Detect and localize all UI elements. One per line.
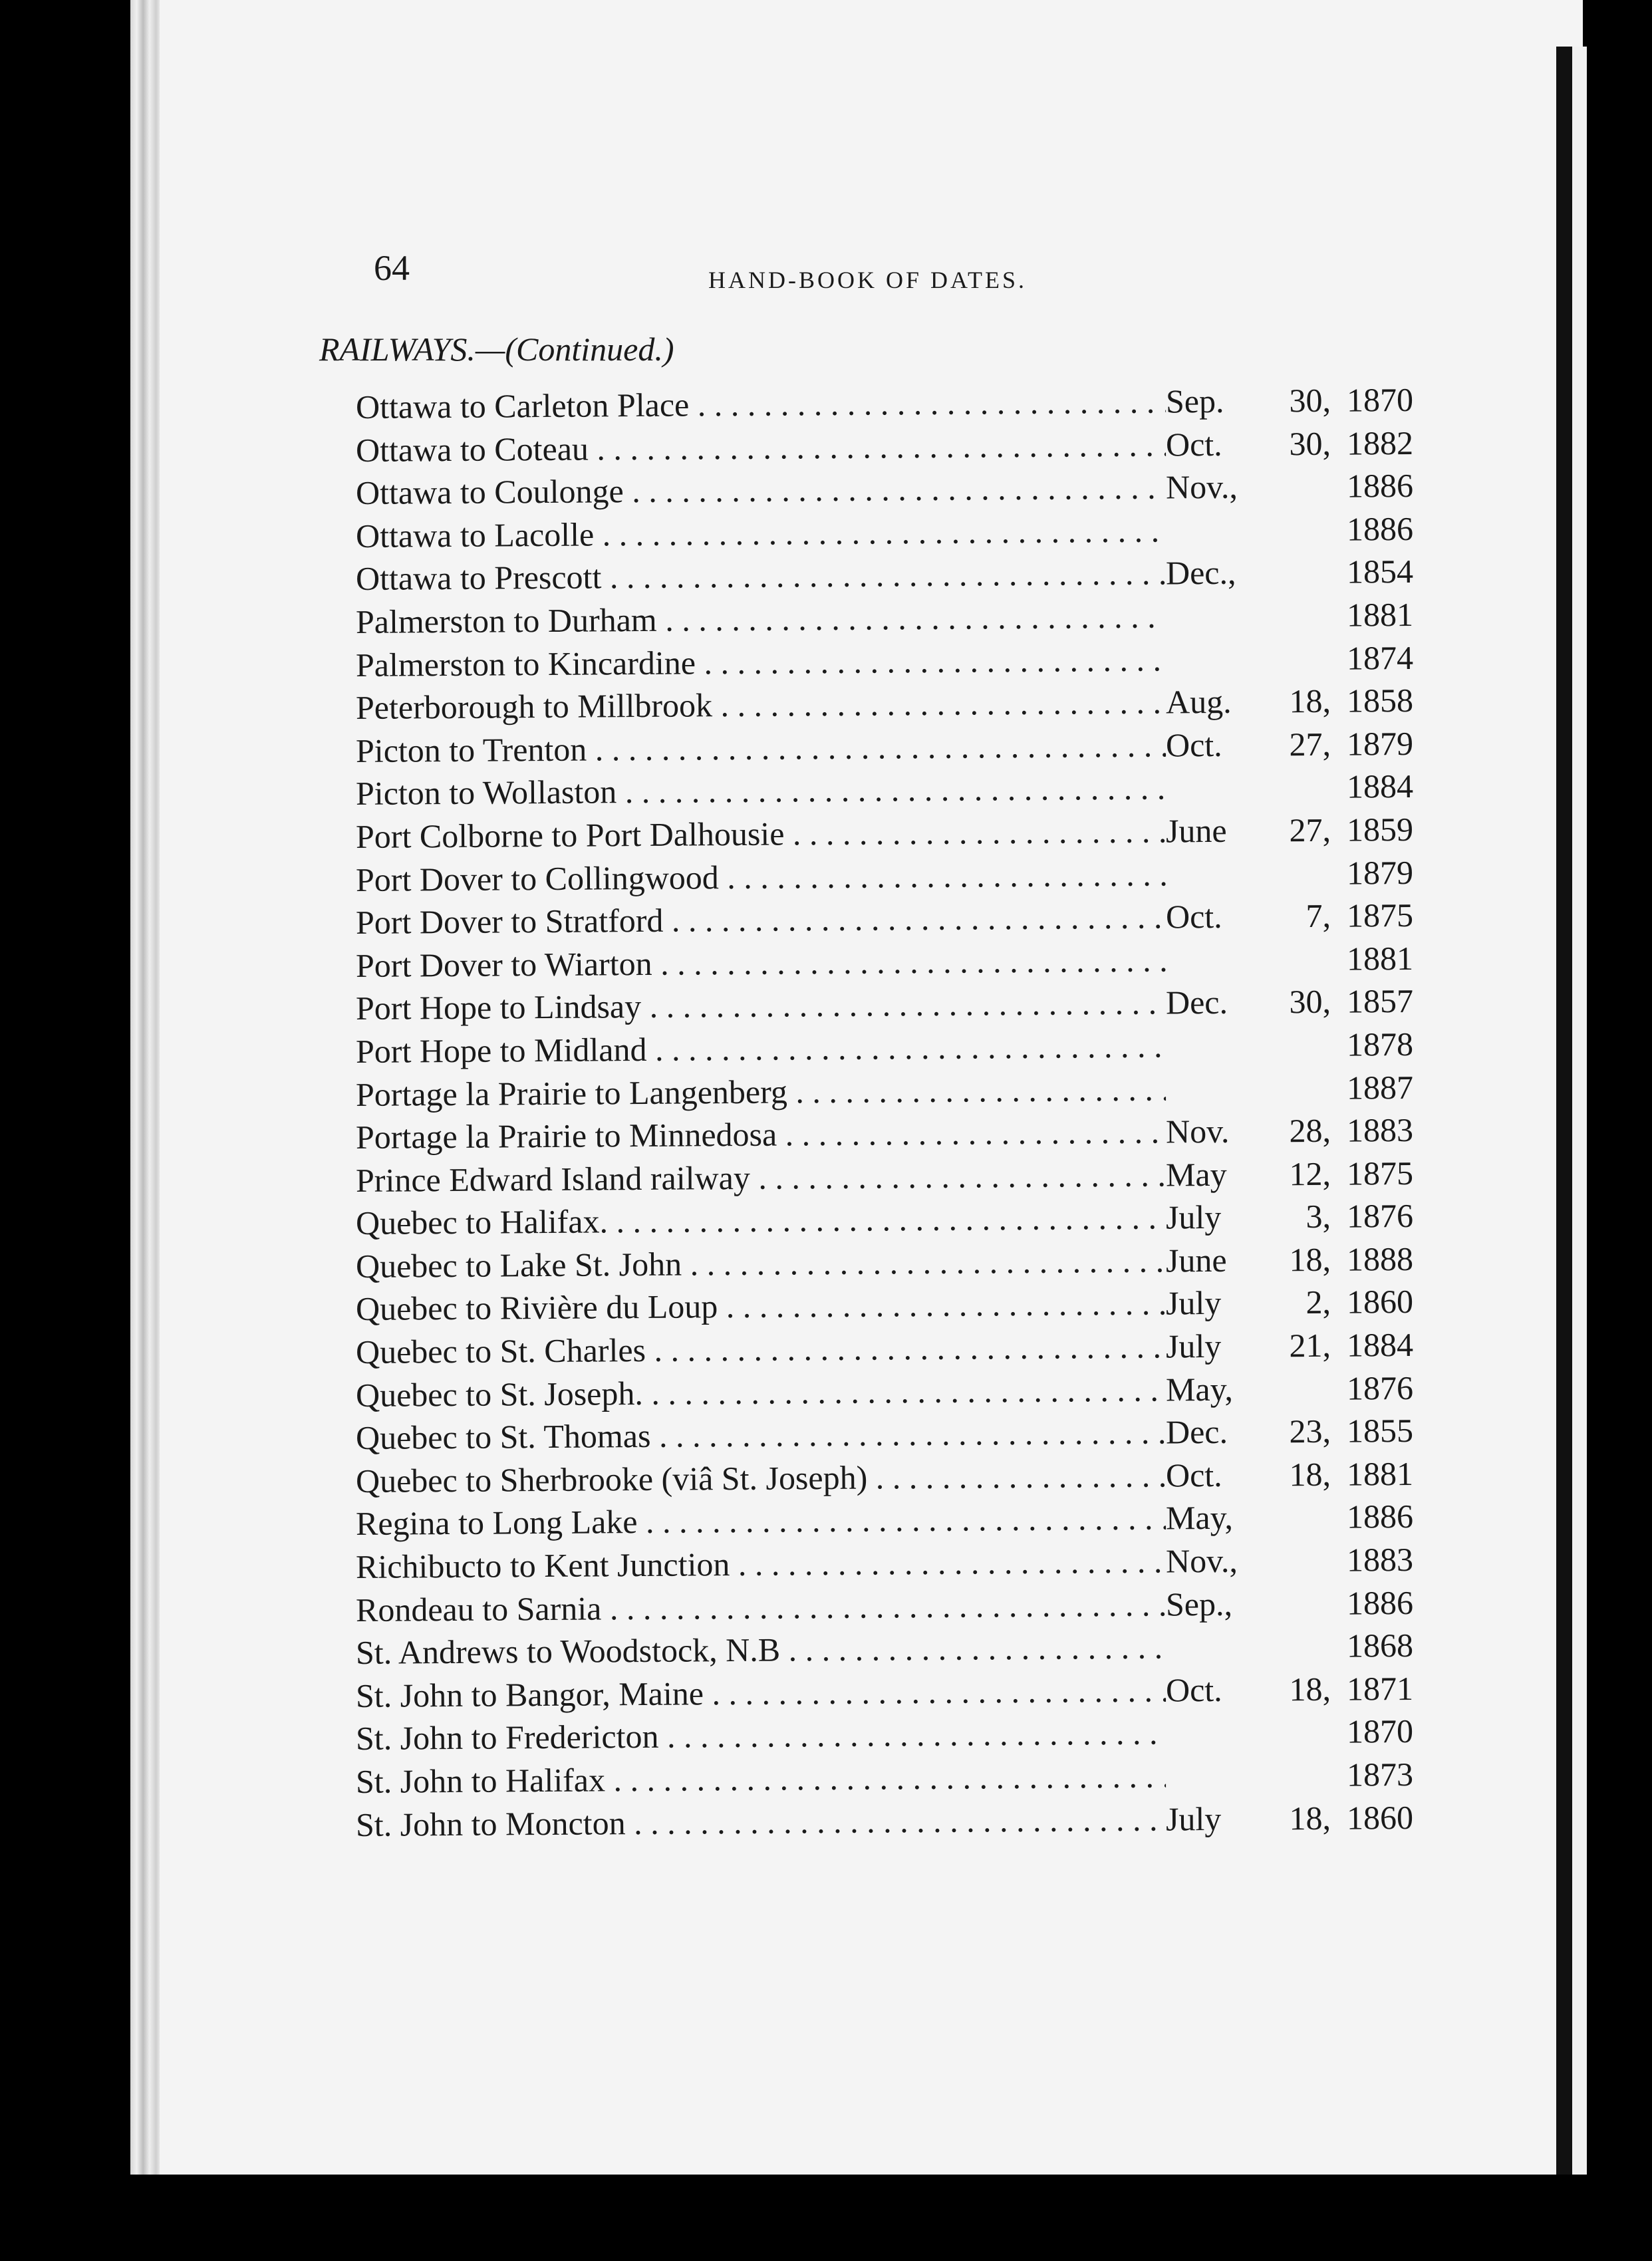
route: Quebec to Lake St. John . . .: [356, 1239, 1166, 1287]
year: 1888: [1346, 1240, 1414, 1278]
list-item: [356, 1238, 1413, 1288]
year: 1884: [1346, 1325, 1414, 1364]
day: 30,: [1289, 983, 1331, 1021]
month: July: [1165, 1799, 1222, 1838]
day: 23,: [1289, 1412, 1331, 1450]
month: July: [1165, 1327, 1222, 1365]
list-item: [356, 722, 1413, 773]
list-item: [356, 937, 1413, 988]
list-item: [356, 1323, 1413, 1374]
month: Dec.: [1165, 984, 1228, 1021]
list-item: [356, 1796, 1413, 1846]
month: June: [1165, 1241, 1227, 1279]
year: 1860: [1346, 1283, 1414, 1321]
list-item: [356, 851, 1413, 901]
day: 27,: [1289, 725, 1331, 763]
year: 1857: [1346, 982, 1414, 1020]
year: 1868: [1346, 1627, 1414, 1664]
list-item: [356, 1023, 1413, 1073]
list-item: [356, 1280, 1413, 1331]
day: [1256, 851, 1331, 894]
month: [1166, 595, 1256, 638]
list-item: [356, 1538, 1413, 1589]
route: Port Dover to Wiarton . . .: [356, 938, 1166, 987]
route: Richibucto to Kent Junction . . .: [356, 1540, 1166, 1589]
list-item: [356, 593, 1413, 644]
list-item: [356, 1753, 1413, 1803]
route: St. John to Moncton . . .: [356, 1797, 1166, 1846]
route: St. Andrews to Woodstock, N.B . . .: [356, 1626, 1166, 1674]
day: 18,: [1289, 682, 1331, 720]
year: 1871: [1346, 1669, 1414, 1708]
list-item: [356, 636, 1413, 686]
route: Peterborough to Millbrook . . .: [356, 681, 1166, 730]
route: Picton to Wollaston . . .: [356, 767, 1166, 815]
year: 1881: [1346, 595, 1414, 634]
day: [1256, 937, 1331, 980]
list-item: [356, 1194, 1413, 1245]
year: 1886: [1346, 467, 1414, 505]
list-item: [356, 1109, 1413, 1159]
year: 1887: [1346, 1068, 1414, 1107]
list-item: [356, 1710, 1413, 1760]
list-item: [356, 1452, 1413, 1503]
day: [1256, 1625, 1331, 1668]
month: Nov.: [1165, 1112, 1230, 1150]
route: Quebec to St. Charles . . .: [356, 1325, 1166, 1374]
list-item: [356, 980, 1413, 1030]
running-head: HAND-BOOK OF DATES.: [708, 267, 1028, 293]
route: St. John to Bangor, Maine . . .: [356, 1668, 1166, 1717]
year: 1854: [1346, 553, 1414, 591]
year: 1881: [1346, 1454, 1414, 1493]
day: [1256, 465, 1331, 508]
year: 1886: [1346, 1583, 1414, 1622]
year: 1870: [1346, 1712, 1414, 1751]
year: 1874: [1346, 638, 1414, 677]
route: Regina to Long Lake . . .: [356, 1497, 1166, 1545]
month: [1166, 1754, 1256, 1798]
list-item: [356, 378, 1413, 429]
month: [1166, 1625, 1256, 1669]
year: 1882: [1346, 424, 1414, 462]
list-item: [356, 894, 1413, 944]
month: Oct.: [1165, 1456, 1222, 1494]
day: [1256, 1754, 1331, 1797]
route: Prince Edward Island railway . . .: [356, 1153, 1166, 1202]
list-item: [356, 1495, 1413, 1545]
list-item: [356, 464, 1413, 515]
list-item: [356, 1065, 1413, 1116]
month: Oct.: [1165, 898, 1222, 936]
month: [1166, 1023, 1256, 1067]
day: [1256, 508, 1331, 551]
list-item: [356, 421, 1413, 471]
month: July: [1165, 1198, 1222, 1236]
year: 1879: [1346, 853, 1414, 892]
month: Oct.: [1165, 726, 1222, 764]
route: St. John to Halifax . . .: [356, 1754, 1166, 1803]
month: [1166, 938, 1256, 982]
year: 1858: [1346, 682, 1414, 720]
month: Oct.: [1165, 425, 1222, 464]
day: 30,: [1289, 424, 1331, 462]
year: 1886: [1346, 1498, 1414, 1536]
day: [1256, 1367, 1331, 1410]
year: 1886: [1346, 509, 1414, 548]
list-item: [356, 765, 1413, 815]
month: May,: [1165, 1499, 1234, 1537]
route: Rondeau to Sarnia . . .: [356, 1583, 1166, 1631]
route: Port Dover to Stratford . . .: [356, 896, 1166, 944]
year: 1875: [1346, 1154, 1414, 1192]
route: Quebec to Rivière du Loup . . .: [356, 1282, 1166, 1331]
day: 18,: [1289, 1799, 1331, 1837]
route: Quebec to St. Thomas . . .: [356, 1411, 1166, 1460]
list-item: [356, 550, 1413, 600]
route: Ottawa to Lacolle . . .: [356, 509, 1166, 557]
route: Ottawa to Coulonge . . .: [356, 466, 1166, 515]
list-item: [356, 1152, 1413, 1202]
route: Ottawa to Coteau . . .: [356, 423, 1166, 471]
day: [1256, 1496, 1331, 1539]
year: 1883: [1346, 1540, 1414, 1579]
list-item: [356, 507, 1413, 558]
year: 1878: [1346, 1025, 1414, 1063]
year: 1875: [1346, 896, 1414, 934]
day: [1256, 1539, 1331, 1582]
list-item: [356, 679, 1413, 730]
route: Ottawa to Carleton Place . . .: [356, 380, 1166, 428]
month: [1166, 508, 1256, 552]
route: Picton to Trenton . . .: [356, 724, 1166, 772]
day: [1256, 1066, 1331, 1109]
month: Aug.: [1165, 682, 1232, 721]
month: [1166, 766, 1256, 810]
route: Quebec to Sherbrooke (viâ St. Joseph) . . .: [356, 1454, 1166, 1502]
month: Oct.: [1165, 1670, 1222, 1709]
day: [1256, 1710, 1331, 1754]
route: Port Hope to Midland . . .: [356, 1024, 1166, 1073]
list-item: [356, 1367, 1413, 1417]
route: Quebec to St. Joseph. . . .: [356, 1368, 1166, 1416]
month: [1166, 1067, 1256, 1111]
month: Nov.,: [1165, 1541, 1238, 1580]
route: Port Colborne to Port Dalhousie . . .: [356, 809, 1166, 858]
year: 1859: [1346, 810, 1414, 849]
month: [1166, 637, 1256, 681]
year: 1876: [1346, 1197, 1414, 1235]
year: 1860: [1346, 1798, 1414, 1837]
day: [1256, 765, 1331, 809]
list-item: [356, 808, 1413, 859]
day: 27,: [1289, 811, 1331, 849]
day: 7,: [1306, 896, 1331, 935]
year: 1883: [1346, 1111, 1414, 1149]
day: [1256, 1581, 1331, 1625]
list-item: [356, 1624, 1413, 1674]
month: Sep.,: [1165, 1585, 1233, 1623]
day: 12,: [1289, 1154, 1331, 1192]
list-item: [356, 1409, 1413, 1460]
day: 21,: [1289, 1326, 1331, 1365]
year: 1876: [1346, 1369, 1414, 1407]
route: Palmerston to Kincardine . . .: [356, 638, 1166, 686]
month: Sep.: [1165, 382, 1224, 420]
route: Portage la Prairie to Minnedosa . . .: [356, 1111, 1166, 1159]
section-heading: RAILWAYS.—(Continued.): [319, 331, 674, 368]
year: 1873: [1346, 1755, 1414, 1794]
day: 28,: [1289, 1111, 1331, 1150]
month: [1166, 1711, 1256, 1755]
list-item: [356, 1667, 1413, 1718]
month: May: [1165, 1155, 1227, 1194]
year: 1881: [1346, 939, 1414, 978]
route: St. John to Fredericton . . .: [356, 1712, 1166, 1760]
list-item: [356, 1581, 1413, 1632]
day: 18,: [1289, 1670, 1331, 1708]
railway-list: [355, 380, 1414, 1846]
route: Ottawa to Prescott . . .: [356, 552, 1166, 600]
year: 1870: [1346, 380, 1414, 419]
day: [1256, 551, 1331, 594]
day: [1256, 1023, 1331, 1067]
day: [1256, 636, 1331, 680]
month: July: [1165, 1284, 1222, 1322]
route: Port Dover to Collingwood . . .: [356, 853, 1166, 901]
month: Dec.,: [1165, 554, 1236, 592]
year: 1855: [1346, 1412, 1414, 1450]
route: Palmerston to Durham . . .: [356, 595, 1166, 643]
route: Portage la Prairie to Langenberg . . .: [356, 1067, 1166, 1116]
route: Quebec to Halifax. . . .: [356, 1196, 1166, 1245]
route: Port Hope to Lindsay . . .: [356, 982, 1166, 1030]
page-number: 64: [374, 248, 410, 288]
year: 1879: [1346, 724, 1414, 763]
month: Nov.,: [1165, 467, 1238, 506]
month: May,: [1165, 1370, 1234, 1408]
day: 18,: [1289, 1455, 1331, 1494]
day: 2,: [1306, 1283, 1331, 1321]
month: Dec.: [1165, 1413, 1228, 1451]
day: [1256, 594, 1331, 637]
day: 18,: [1289, 1240, 1331, 1279]
year: 1884: [1346, 767, 1414, 805]
day: 3,: [1306, 1198, 1331, 1236]
month: June: [1165, 811, 1227, 850]
month: [1166, 852, 1256, 896]
day: 30,: [1289, 381, 1331, 420]
